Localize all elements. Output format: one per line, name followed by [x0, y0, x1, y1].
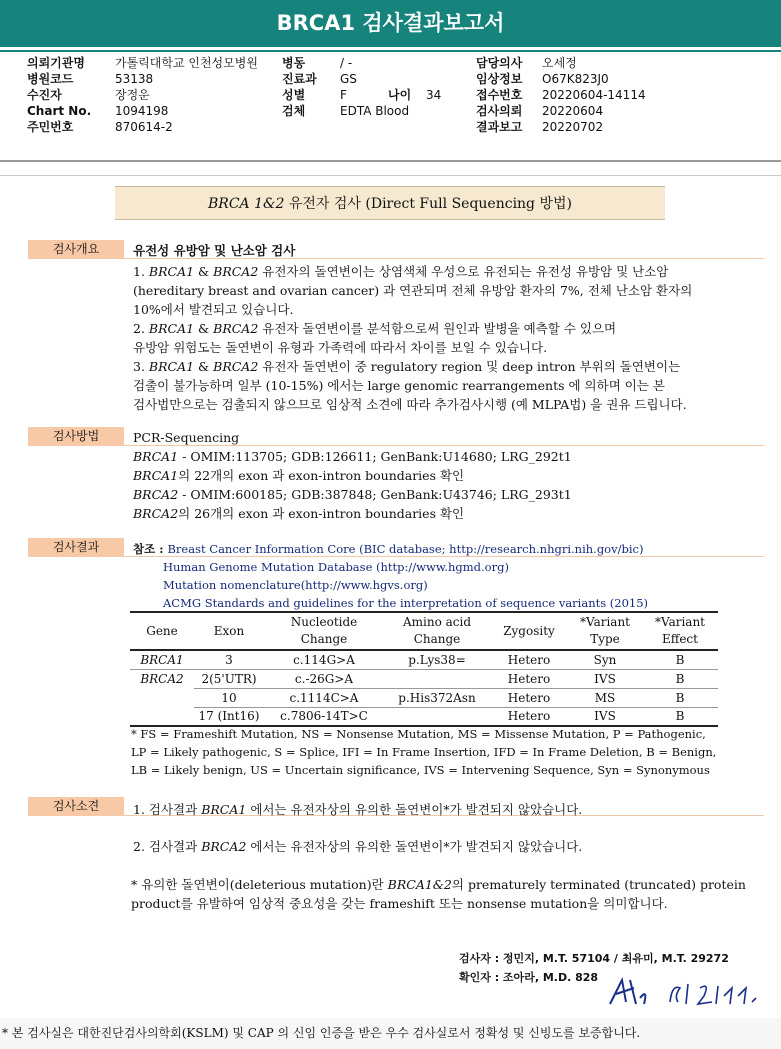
- overview-line: 2. BRCA1 & BRCA2 유전자 돌연변이를 분석함으로써 원인과 발병을 예측할 수 있으며: [133, 321, 617, 336]
- column-header: Nucleotide Change: [264, 612, 384, 650]
- column-header: Exon: [194, 612, 264, 650]
- header-divider: [0, 50, 781, 52]
- method-brca1-exon: BRCA1의 22개의 exon 과 exon-intron boundaries 확인: [133, 468, 465, 483]
- banner-gene: BRCA 1&2: [208, 196, 285, 212]
- note-line: LP = Likely pathogenic, S = Splice, IFI = In Frame Insertion, IFD = In Frame Deletion, B = Benign,: [131, 745, 717, 759]
- info-column-3: [476, 55, 646, 135]
- reference-item: Breast Cancer Information Core (BIC database; http://research.nhgri.nih.gov/bic): [167, 542, 644, 556]
- section-divider: [0, 175, 781, 176]
- info-value: 1094198: [115, 104, 169, 118]
- overview-line: 1. BRCA1 & BRCA2 유전자의 돌연변이는 상염색체 우성으로 유전되는 유전성 유방암 및 난소암: [133, 264, 669, 279]
- overview-line: 검출이 불가능하며 일부 (10-15%) 에서는 large genomic rearrangements 에 의하며 이는 본: [133, 378, 665, 393]
- info-value: 20220604-14114: [542, 88, 646, 102]
- column-header: *Variant Effect: [642, 612, 718, 650]
- table-row: 10 c.1114C>A p.His372Asn Hetero MS B: [130, 688, 718, 707]
- approver-text: 확인자 : 조아라, M.D. 828: [459, 971, 599, 984]
- info-value: / -: [340, 56, 353, 70]
- method-title: PCR-Sequencing: [133, 430, 240, 445]
- note-line: * FS = Frameshift Mutation, NS = Nonsense Mutation, MS = Missense Mutation, P = Pathogenic,: [131, 727, 706, 741]
- method-block: [133, 428, 572, 523]
- info-value: 870614-2: [115, 120, 173, 134]
- overview-line: 10%에서 발견되고 있습니다.: [133, 302, 294, 317]
- info-value: 20220604: [542, 104, 604, 118]
- overview-heading: 유전성 유방암 및 난소암 검사: [133, 243, 296, 258]
- overview-list: [133, 262, 692, 414]
- info-value: GS: [340, 72, 357, 86]
- info-value: 53138: [115, 72, 154, 86]
- info-label: 주민번호: [27, 120, 74, 134]
- age-label: 나이: [388, 88, 412, 102]
- info-label: 임상정보: [476, 72, 523, 86]
- report-title: BRCA1 검사결과보고서: [0, 0, 781, 47]
- reference-list: [133, 540, 648, 612]
- info-label: 진료과: [282, 72, 317, 86]
- opinion-line-2: 2. 검사결과 BRCA2 에서는 유전자상의 유의한 돌연변이*가 발견되지 않았습니다.: [133, 839, 583, 854]
- overview-line: 검사법만으로는 검출되지 않으므로 임상적 소견에 따라 추가검사시행 (예 MLPA법) 을 권유 드립니다.: [133, 397, 687, 412]
- overview-section-label: 검사개요: [28, 240, 124, 259]
- variant-table: [130, 611, 718, 727]
- info-label: 의뢰기관명: [27, 56, 85, 70]
- column-header: Zygosity: [490, 612, 568, 650]
- method-brca1-ref: BRCA1 - OMIM:113705; GDB:126611; GenBank:U14680; LRG_292t1: [133, 449, 572, 464]
- info-column-2: [282, 55, 441, 119]
- signature-mark: [600, 974, 775, 1012]
- overview-line: 3. BRCA1 & BRCA2 유전자 돌연변이 중 regulatory region 및 deep intron 부위의 돌연변이는: [133, 359, 681, 374]
- info-column-1: [27, 55, 258, 135]
- table-row: BRCA1 3 c.114G>A p.Lys38= Hetero Syn B: [130, 650, 718, 669]
- banner-text: 유전자 검사 (Direct Full Sequencing 방법): [284, 196, 572, 212]
- section-divider: [0, 160, 781, 162]
- info-label: 검사의뢰: [476, 104, 523, 118]
- table-row: 17 (Int16) c.7806-14T>C Hetero IVS B: [130, 707, 718, 726]
- info-label: 병원코드: [27, 72, 74, 86]
- certification-footer: * 본 검사실은 대한진단검사의학회(KSLM) 및 CAP 의 신임 인증을 받은 우수 검사실로서 정확성 및 신빙도를 보증합니다.: [0, 1018, 781, 1049]
- examiner-text: 검사자 : 정민지, M.T. 57104 / 최유미, M.T. 29272: [459, 952, 729, 965]
- info-label: Chart No.: [27, 104, 92, 118]
- table-header-row: [130, 612, 718, 650]
- test-banner: [115, 186, 665, 220]
- info-value: 장정운: [115, 88, 150, 102]
- info-value: F: [340, 88, 347, 102]
- overview-line: (hereditary breast and ovarian cancer) 과 연관되며 전체 유방암 환자의 7%, 전체 난소암 환자의: [133, 283, 693, 298]
- reference-item: Mutation nomenclature(http://www.hgvs.org): [163, 578, 428, 592]
- reference-prefix: 참조 :: [133, 542, 168, 556]
- column-header: Gene: [130, 612, 194, 650]
- info-value: 오세정: [542, 56, 577, 70]
- info-label: 성별: [282, 88, 306, 102]
- info-label: 병동: [282, 56, 306, 70]
- info-value: EDTA Blood: [340, 104, 410, 118]
- method-section-label: 검사방법: [28, 427, 124, 446]
- info-label: 접수번호: [476, 88, 523, 102]
- abbreviation-notes: [131, 725, 716, 779]
- opinion-note: * 유의한 돌연변이(deleterious mutation)란 BRCA1&2의 prematurely terminated (truncated) protein product를 유발하여 임상적 중요성을 갖는 frameshift 또는 nonsense mutation을 의미합니다.: [131, 877, 746, 911]
- info-label: 결과보고: [476, 120, 523, 134]
- overview-line: 유방암 위험도는 돌연변이 유형과 가족력에 따라서 차이를 보일 수 있습니다.: [133, 340, 548, 355]
- table-row: BRCA2 2(5'UTR) c.-26G>A Hetero IVS B: [130, 669, 718, 688]
- method-brca2-exon: BRCA2의 26개의 exon 과 exon-intron boundaries 확인: [133, 506, 465, 521]
- reference-item: Human Genome Mutation Database (http://www.hgmd.org): [163, 560, 509, 574]
- info-value: 가톨릭대학교 인천성모병원: [115, 56, 258, 70]
- column-header: *Variant Type: [568, 612, 642, 650]
- note-line: LB = Likely benign, US = Uncertain significance, IVS = Intervening Sequence, Syn = Synonymous: [131, 763, 710, 777]
- info-value: 20220702: [542, 120, 604, 134]
- reference-item: ACMG Standards and guidelines for the interpretation of sequence variants (2015): [163, 596, 649, 610]
- opinion-line-1: 1. 검사결과 BRCA1 에서는 유전자상의 유의한 돌연변이*가 발견되지 않았습니다.: [133, 802, 583, 817]
- info-label: 수진자: [27, 88, 62, 102]
- info-value: O67K823J0: [542, 72, 609, 86]
- opinion-section-label: 검사소견: [28, 797, 124, 816]
- age-value: 34: [426, 88, 442, 102]
- info-label: 검체: [282, 104, 306, 118]
- result-section-label: 검사결과: [28, 538, 124, 557]
- method-brca2-ref: BRCA2 - OMIM:600185; GDB:387848; GenBank:U43746; LRG_293t1: [133, 487, 572, 502]
- info-label: 담당의사: [476, 56, 523, 70]
- column-header: Amino acid Change: [384, 612, 490, 650]
